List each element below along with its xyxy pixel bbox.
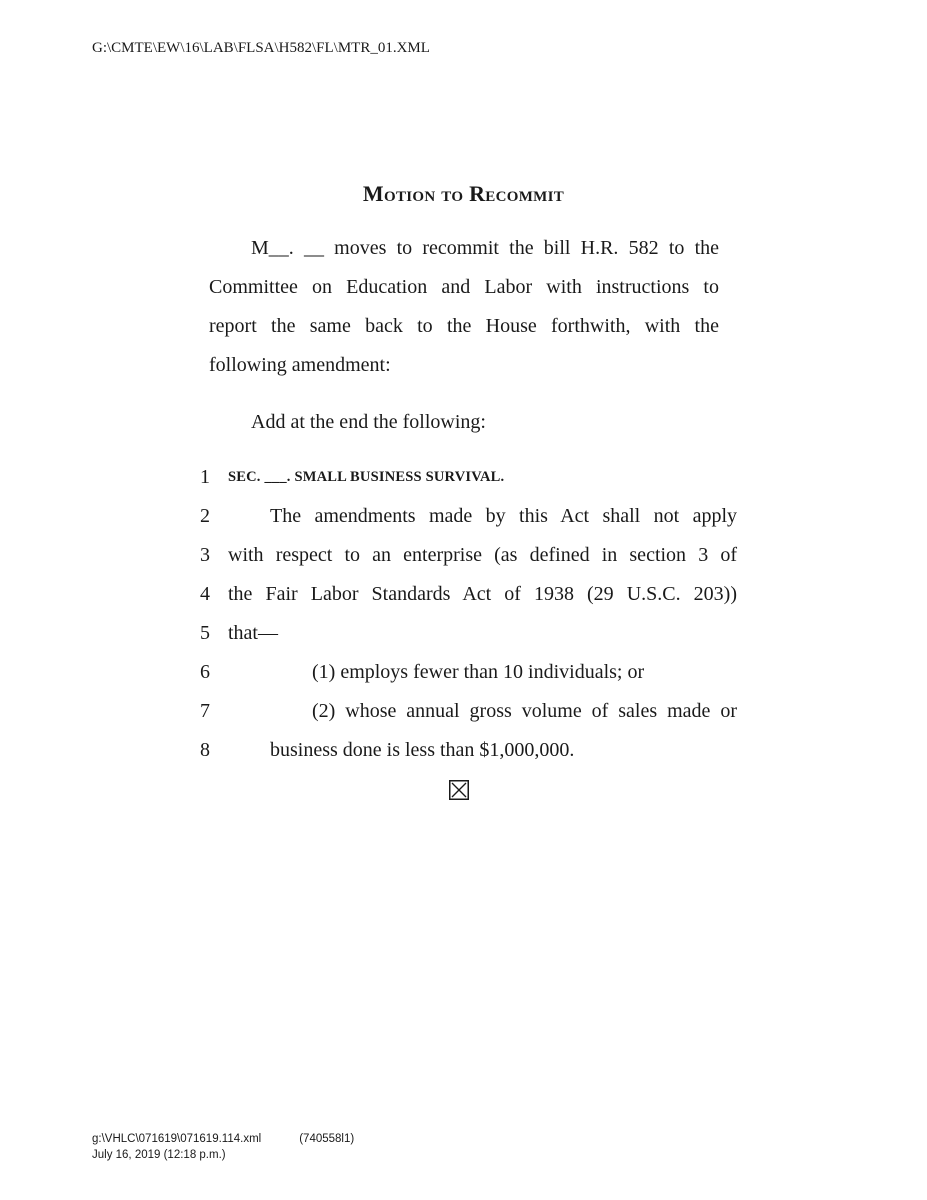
- document-footer: [92, 1131, 354, 1163]
- bill-line: [0, 731, 927, 770]
- line-number: 7: [200, 700, 210, 722]
- bill-line: [0, 653, 927, 692]
- line-text: business done is less than $1,000,000.: [270, 739, 575, 761]
- amendment-instruction: Add at the end the following:: [251, 411, 486, 433]
- motion-line: following amendment:: [209, 354, 391, 376]
- line-number: 3: [200, 544, 210, 566]
- footer-doc-id: (740558l1): [299, 1133, 355, 1145]
- bill-line: [0, 497, 927, 536]
- line-number: 4: [200, 583, 210, 605]
- bill-line: [0, 536, 927, 575]
- line-text: (2) whose annual gross volume of sales made or: [312, 700, 737, 722]
- bill-line: [0, 575, 927, 614]
- line-text: (1) employs fewer than 10 individuals; or: [312, 661, 645, 683]
- line-number: 6: [200, 661, 210, 683]
- footer-timestamp: July 16, 2019 (12:18 p.m.): [92, 1149, 226, 1161]
- file-path-header: G:\CMTE\EW\16\LAB\FLSA\H582\FL\MTR_01.XML: [92, 40, 430, 56]
- footer-file-ref: g:\VHLC\071619\071619.114.xml: [92, 1133, 262, 1145]
- line-text: with respect to an enterprise (as defined in section 3 of: [228, 544, 737, 566]
- bill-line: [0, 458, 927, 497]
- footer-ref-row: [92, 1131, 354, 1147]
- bill-line: [0, 692, 927, 731]
- line-number: 5: [200, 622, 210, 644]
- motion-line: Committee on Education and Labor with instructions to: [209, 276, 719, 298]
- line-text: The amendments made by this Act shall not apply: [270, 505, 737, 527]
- bill-line: [0, 614, 927, 653]
- boxed-x-icon: [449, 780, 469, 800]
- line-number: 8: [200, 739, 210, 761]
- section-heading: SEC. ___. SMALL BUSINESS SURVIVAL.: [228, 469, 505, 485]
- motion-line: report the same back to the House forthwith, with the: [209, 315, 719, 337]
- line-text: that—: [228, 622, 278, 644]
- motion-paragraph: [209, 229, 719, 385]
- line-text: the Fair Labor Standards Act of 1938 (29 U.S.C. 203)): [228, 583, 737, 605]
- line-number: 2: [200, 505, 210, 527]
- line-number: 1: [200, 466, 210, 488]
- motion-line: M__. __ moves to recommit the bill H.R. 582 to the: [251, 237, 719, 259]
- document-title: Motion to Recommit: [362, 181, 565, 206]
